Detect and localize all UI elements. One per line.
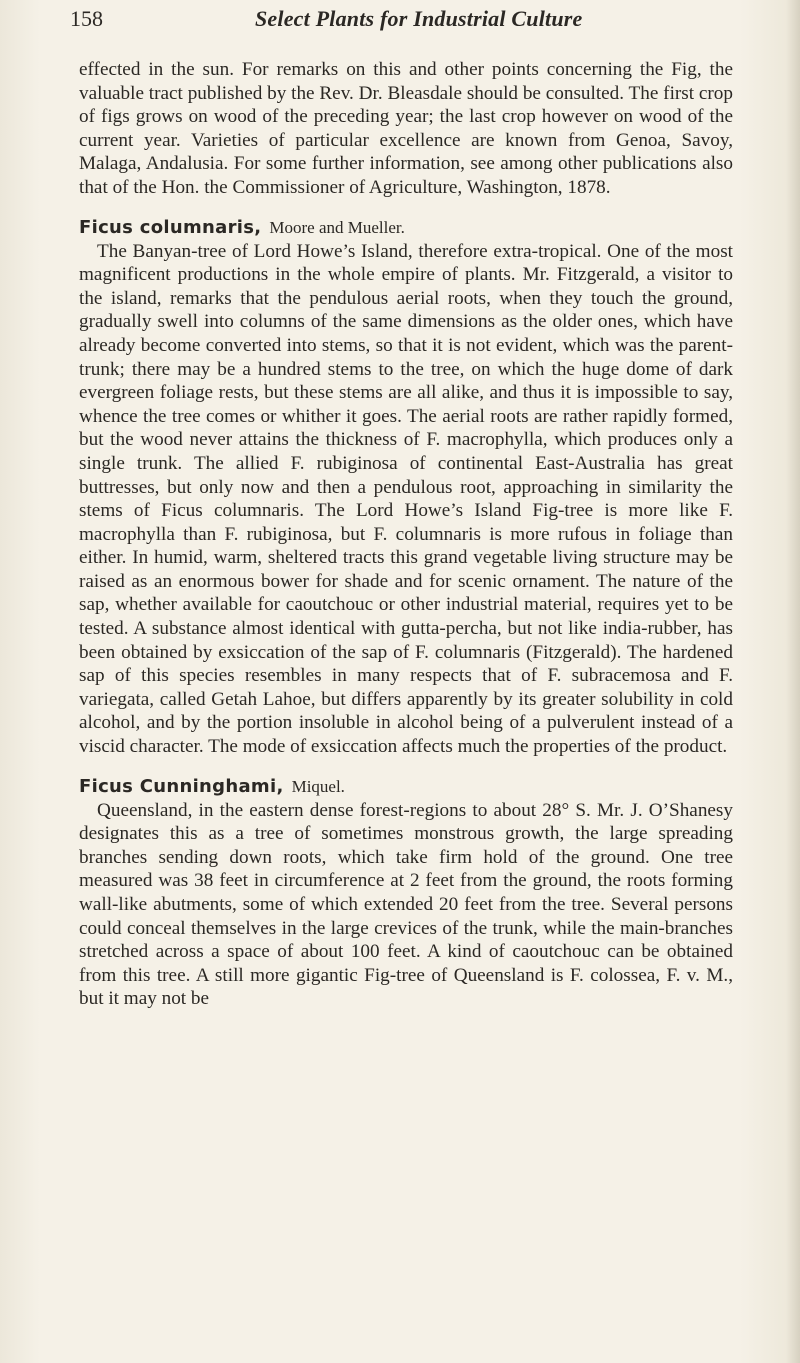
page-number: 158 <box>70 6 103 31</box>
intro-paragraph: effected in the sun. For remarks on this and other points concerning the Fig, the valuable tract published by the Rev. Dr. Bleasdale should be consulted. The first crop of figs grows on wood of the preceding year; the last crop however on wood of the current year. Varieties of particular excellence are known from Genoa, Savoy, Malaga, Andalusia. For some further information, see among other publications also that of the Hon. the Commissioner of Agriculture, Washington, 1878. <box>79 59 733 198</box>
running-title: Select Plants for Industrial Culture <box>255 6 583 31</box>
entry-name: Ficus columnaris, <box>79 216 262 238</box>
entry-authority: Miquel. <box>291 776 345 796</box>
entry-text-ficus-cunninghami: Queensland, in the eastern dense forest-regions to about 28° S. Mr. J. O’Shanesy designates this as a tree of sometimes monstrous growth, the large spreading branches sending down roots, which take firm hold of the ground. One tree measured was 38 feet in circumference at 2 feet from the ground, the roots forming wall-like abutments, some of which extended 20 feet from the tree. Several persons could conceal themselves in the large crevices of the trunk, while the main-branches stretched across a space of about 100 feet. A kind of caoutchouc can be obtained from this tree. A still more gigantic Fig-tree of Queensland is F. colossea, F. v. M., but it may not be <box>79 799 733 1010</box>
body-text <box>79 58 733 1011</box>
page-edge-shadow <box>786 0 800 1363</box>
entry-authority: Moore and Mueller. <box>269 217 405 237</box>
entry-heading-ficus-cunninghami <box>79 775 733 799</box>
entry-name: Ficus Cunninghami, <box>79 775 284 797</box>
running-head <box>70 6 750 36</box>
entry-text-ficus-columnaris: The Banyan-tree of Lord Howe’s Island, therefore extra-tropical. One of the most magnificent productions in the whole empire of plants. Mr. Fitzgerald, a visitor to the island, remarks that the pendulous aerial roots, when they touch the ground, gradually swell into columns of the same dimensions as the older ones, which have already become converted into stems, so that it is not evident, which was the parent-trunk; there may be a hundred stems to the tree, on which the huge dome of dark evergreen foliage rests, but these stems are all alike, and thus it is impossible to say, whence the tree comes or whither it goes. The aerial roots are rather rapidly formed, but the wood never attains the thickness of F. macrophylla, which produces only a single trunk. The allied F. rubiginosa of continental East-Australia has great buttresses, but only now and then a pendulous root, approaching in similarity the stems of Ficus columnaris. The Lord Howe’s Island Fig-tree is more like F. macrophylla than F. rubiginosa, but F. columnaris is more rufous in foliage than either. In humid, warm, sheltered tracts this grand vegetable living structure may be raised as an enormous bower for shade and for scenic ornament. The nature of the sap, whether available for caoutchouc or other industrial material, requires yet to be tested. A substance almost identical with gutta-percha, but not like india-rubber, has been obtained by exsiccation of the sap of F. columnaris (Fitzgerald). The hardened sap of this species resembles in many respects that of F. subracemosa and F. variegata, called Getah Lahoe, but differs apparently by its greater solubility in cold alcohol, and by the portion insoluble in alcohol being of a pulverulent instead of a viscid character. The mode of exsiccation affects much the properties of the product. <box>79 240 733 758</box>
entry-heading-ficus-columnaris <box>79 216 733 240</box>
